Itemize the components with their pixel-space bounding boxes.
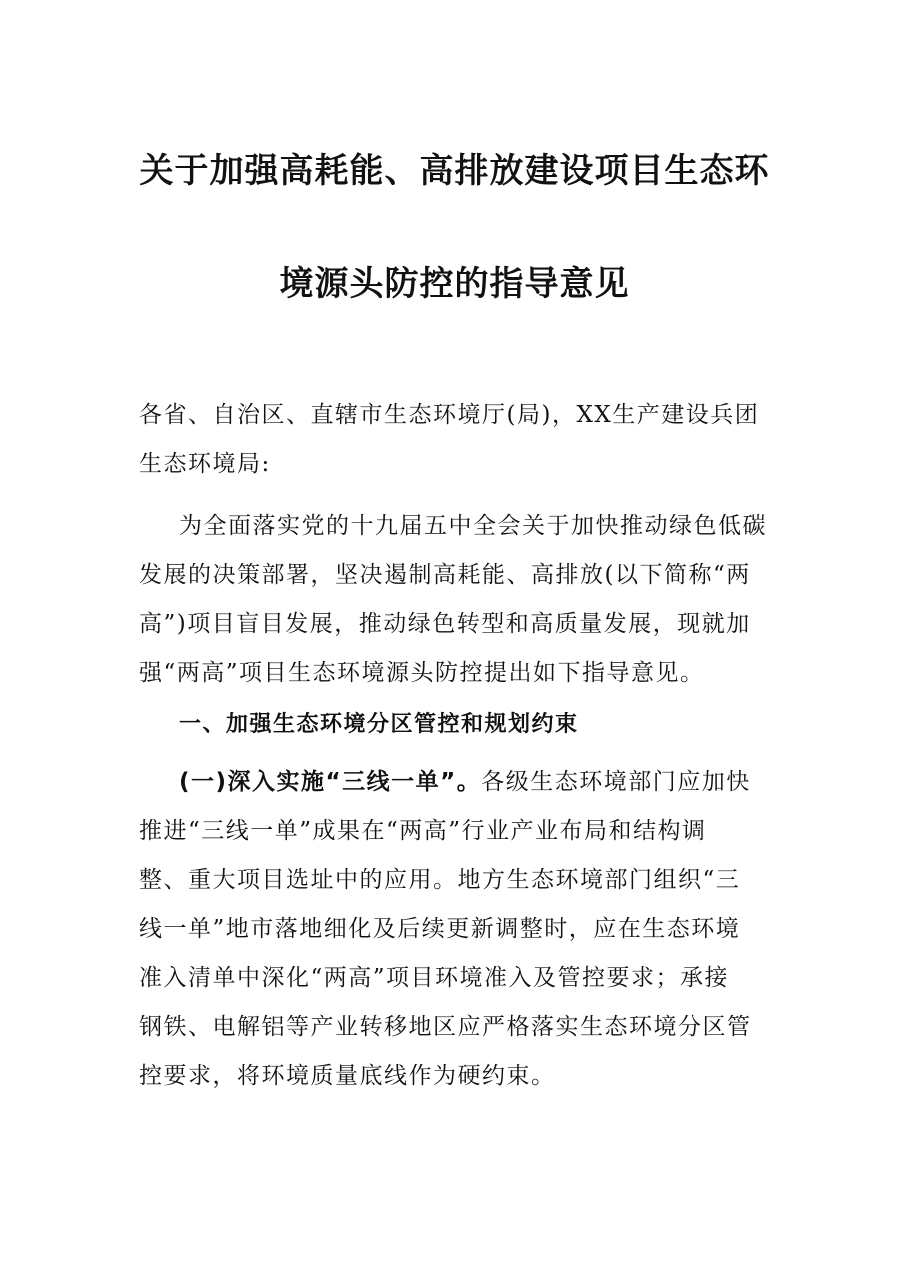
item-lead-rest: 各级生态环境部门应加快 bbox=[481, 769, 751, 795]
intro-paragraph bbox=[139, 502, 771, 698]
paragraph-line: 发展的决策部署，坚决遏制高耗能、高排放(以下简称“两 bbox=[139, 562, 751, 588]
section-heading: 一、加强生态环境分区管控和规划约束 bbox=[179, 712, 579, 737]
document-title-line-2: 境源头防控的指导意见 bbox=[279, 264, 630, 304]
addressee-line: 生态环境局: bbox=[139, 451, 271, 477]
item-paragraph bbox=[139, 758, 771, 1101]
paragraph-line: 高”)项目盲目发展，推动绿色转型和高质量发展，现就加 bbox=[139, 611, 751, 637]
paragraph-line: 整、重大项目选址中的应用。地方生态环境部门组织“三 bbox=[139, 867, 741, 893]
paragraph-line: 为全面落实党的十九届五中全会关于加快推动绿色低碳 bbox=[179, 513, 767, 539]
paragraph-line: 强“两高”项目生态环境源头防控提出如下指导意见。 bbox=[139, 660, 705, 686]
addressee bbox=[139, 391, 771, 489]
paragraph-line: 线一单”地市落地细化及后续更新调整时，应在生态环境 bbox=[139, 916, 741, 942]
paragraph-line: 钢铁、电解铝等产业转移地区应严格落实生态环境分区管 bbox=[139, 1014, 752, 1040]
paragraph-line: 控要求，将环境质量底线作为硬约束。 bbox=[139, 1063, 556, 1089]
paragraph-line bbox=[139, 758, 771, 807]
item-lead: (一)深入实施“三线一单”。 bbox=[179, 769, 482, 795]
paragraph-line: 推进“三线一单”成果在“两高”行业产业布局和结构调 bbox=[139, 818, 707, 844]
paragraph-line: 准入清单中深化“两高”项目环境准入及管控要求；承接 bbox=[139, 965, 730, 991]
document-title-line-1: 关于加强高耗能、高排放建设项目生态环 bbox=[139, 151, 770, 191]
addressee-line: 各省、自治区、直辖市生态环境厅(局)，XX生产建设兵团 bbox=[139, 402, 760, 428]
